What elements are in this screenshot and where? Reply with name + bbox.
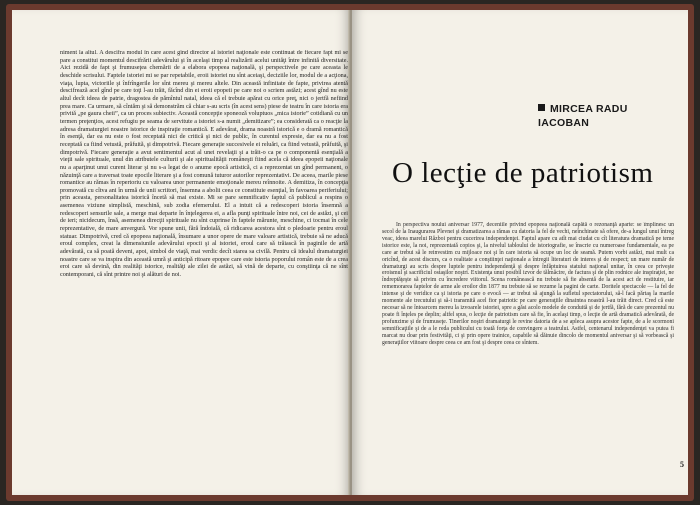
left-page-text: niment la altul. A descifra modul în care acest gînd director al istoriei naţionale este continuat de fiecare fapt mi se pare a constitui momentul descifrării adevărului şi în acelaşi timp al realizării acelui unităţi între infinită diversitate. Aici rezidă de fapt şi frumuseţea chemării de a elabora epopeea naţională, şi perspectivele pe care aceasta le deschide scrisului. Faptele istoriei mi se par repetabile, eroii istoriei nu sînt aceiaşi, deciziile lor, modul de a acţiona, viaţa, lupta, victoriile şi înfrîngerile lor sînt mereu şi mereu altele. Din această infinitate de fapte, privirea atentă descifrează acel gînd pe care toţi l-au trăit, făcînd din ei eroii epopeii pe care noi o scriem astăzi; acest gînd nu este altul decît ideea de patrie, dragostea de pămîntul natal, ideea că el trebuie apărat cu orice preţ, nici o jertfă nefiind prea mare. Ca urmare, să cîntăm şi să demonstrăm că chiar s-au scris (în acest sens) piese de teatru în care istoria era privită „pe gaura cheii”, ca un proces subiectiv. Această concepţie sponeoză voluptuos „mica istorie” cotidiană cu un termen preţenţios, acest refugiu pe seama de servitute a istoriei s-a numit „demitizare”; ea considerată ca o reacţie la adresa dramaturgiei noastre istorice de inspiraţie romantică. E adevărat, drama noastră istorică e o dramă romantică în esenţă, dar ea nu este o fost receptată nici de critică şi nici de public, în curentul expresie, dar ea nu a fost receptată ca fiind vetustă, prăfuită, şi dimpotrivă. Fiecare generaţie succesivele ei reluări, ca fiind vetustă, prăfuită, şi dimpotrivă. Fiecare generaţie a avut sentimentul acut al unei revelaţii şi a trăit-o ca pe o componentă esenţială a vieţii sale spirituale, unul din atributele culturii şi ale spiritualităţii româneşti fiind acela că ideea epopeii naţionale nu a aparţinut unui curent literar şi nu s-a legat de o anume epocă artistică, ci a reprezentat un gînd permanent, o năzuinţă care a traversat toate epocile literare şi a fost comună tuturor autorilor reprezentativi. De aceea, marile piese romantice au rămas în repertoriu cu valoarea unor permanente emoţionale mereu reînnoite. A demitiza, în concepţia promovată cu cîtva ani în urmă de unii scriitori, însemna a abolii ceea ce constituie esenţial, în favoarea periferiului; prin aceasta, personalitatea istorică încetă să mai existe. Mi se pare semnificativ faptul că publicul a respins o asemenea viziune simplistă, meschină, sub zodia efemerului. El a intuit că a redescoperi istoria însemnă a redescoperi sensurile sale, a merge mai departe în înţelegerea ei, a afla punţi spirituale între noi, cei de astăzi, şi cei de ieri; nicidecum, însă, asemenea direcţii spirituale nu sînt cuprinse în faptele mărunte, meschine, ci tocmai în cele reprezentative, de mare anvergură. Vor spune unii, fără îndoială, că ridicarea acestora sînt o pledoarie pentru eroul statuar. Dimpotrivă, cred că epopeea naţională, însumare a unor opere de mare valoare artistică, trebuie să ne aducă eroul complex, creat la dimensiunile adevărului epocii şi al istoriei, eroul care să trăiască în paginile de artă adevărată, ca să poată deveni, apoi, simbol de viaţă, mai verdic decît starea sa civilă. Pentru că idealul dramaturgiei noastre care se va inspira din această umră şi anticipă ritoare epopee care este istoria poporului român este de a crea eroi care să devină, din realităţi istorice, realităţi ale zilei de astăzi, să vină de departe, cu conştiinţa că ne sînt contemporani, că sînt printre noi şi alături de noi.: [60, 50, 348, 279]
right-page: [352, 10, 688, 495]
author-name: MIRCEA RADU IACOBAN: [538, 103, 628, 129]
author-byline: [538, 102, 678, 130]
square-bullet-icon: [538, 104, 545, 111]
article-body: În perspectiva noului aniversar 1977, deceniile privind epopeea naţională capătă o rezonanţă aparte: se împlinesc un secol de la Inaugurarea Plevnei şi dramatizarea a rămas cu datoria la fel de vechi, neînchinate să ofere, de-a lungul unui întreg veac, ideea marelui Război pentru cucerirea independenţei. Faptul apare cu atît mai ciudat cu cît literatura dramatică pe teme istorice este, la noi, reprezentată copios şi, la nivelul tabloului de istoriografie, se înscrie cu numeroase fundamentale, ea pe care ar trebui să le reinvestim cu mijloace noi şi în care istoria să ocupe un loc de seamă. Putem vorbi astăzi, mai mult ca oricînd, de acest discurs, ca o realitate a conştiinţei naţionale a întregii literaturi de interes şi de respect; un mare număr de dramaturgi au scris despre luptele pentru independenţă şi despre înfăptuirea statului naţional unitar, în ceea ce priveşte eroismul şi sacrificiul ostaşilor noştri. Existenţa unui posibil izvor de tălmăcire, de factura şi de plin rodnice ale inspiraţiei, ne îndreptăţeşte să privim cu încredere viitorul. Scena românească nu trebuie să fie absentă de la acest act de restituire, iar rememorarea faptelor de arme ale eroilor din 1877 nu trebuie să se rezume la pagini de carte. Doritele spectacole — la fel de intense şi de veridice ca şi istoria pe care o evocă — ar trebui să ajungă la sufletul spectatorului, să-l facă părtaş la marile momente ale trecutului şi să-i transmită acel fior patriotic pe care generaţiile dinaintea noastră l-au trăit direct. Cred că este necesar să ne întoarcem mereu la izvoarele istoriei, spre a găsi acolo modele de conduită şi de jertfă, fără de care prezentul nu poate fi înţeles pe deplin; altfel spus, o lecţie de patriotism care să fie, în acelaşi timp, o lecţie de artă dramatică adevărată, de profunzime şi de frumuseţe. Tinerilor noştri dramaturgi le revine datoria de a se apleca asupra acestor fapte, de a le scormoni semnificaţiile şi de a le reda publicului cu toată forţa de convingere a teatrului. Astfel, centenarul independenţei va putea fi marcat nu doar prin festivităţi, ci şi prin opere trainice, capabile să dăinuie dincolo de momentul aniversar şi să vorbească şi generaţiilor viitoare despre ceea ce am fost şi despre ceea ce sîntem.: [382, 222, 674, 346]
book-spread: [6, 4, 694, 501]
left-page: [12, 10, 350, 495]
article-title: O lecţie de patriotism: [392, 157, 654, 189]
page-number: 5: [680, 460, 684, 469]
